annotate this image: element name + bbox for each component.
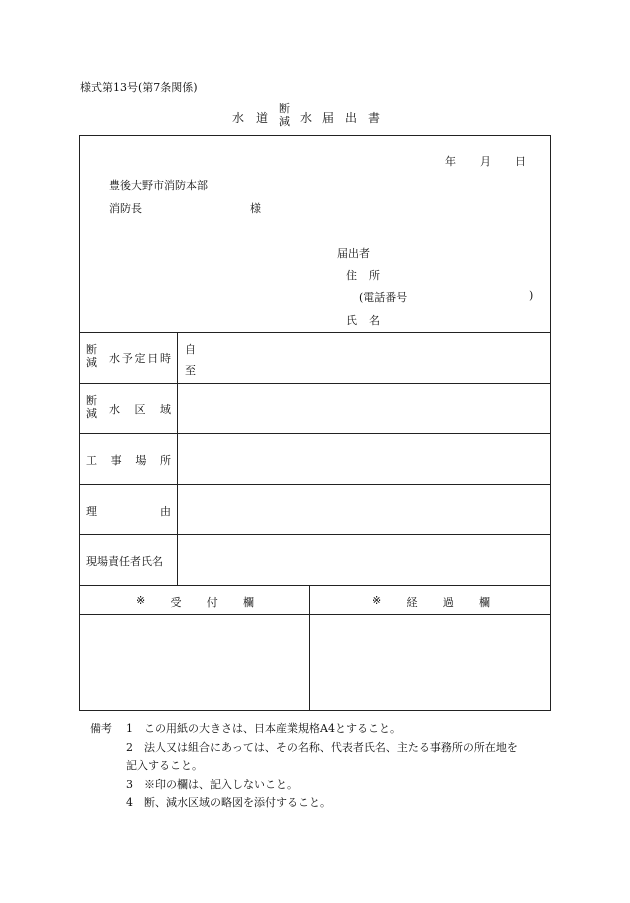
asterisk-mark: ※ (372, 594, 382, 607)
header-char: 過 (442, 596, 454, 609)
label-char: 水 (109, 352, 120, 365)
row-reason-label (86, 503, 171, 519)
remark-number: 3 (126, 778, 133, 791)
remark-text: 断、減水区域の略図を添付すること。 (144, 796, 331, 809)
stack-bottom: 減 (86, 407, 97, 420)
label-char: 時 (160, 352, 171, 365)
label-char: 工 (86, 454, 97, 467)
header-char: 付 (206, 596, 218, 609)
title-char: 届 (322, 111, 335, 125)
title-char: 出 (345, 111, 358, 125)
label-char: 水 (109, 403, 120, 416)
remark-text: 記入すること。 (126, 759, 203, 772)
row-construction-site-label (86, 452, 171, 468)
header-char: 受 (170, 596, 182, 609)
form-number-caption: 様式第13号(第7条関係) (80, 81, 198, 94)
label-char: 場 (135, 454, 147, 467)
remark-number: 4 (126, 796, 133, 809)
remark-text: 法人又は組合にあっては、その名称、代表者氏名、主たる事務所の所在地を (144, 741, 518, 754)
label-char: 区 (134, 403, 146, 416)
header-char: 欄 (478, 596, 490, 609)
title-stack-top: 断 (279, 102, 290, 115)
row2-label-stack (86, 394, 97, 420)
stack-bottom: 減 (86, 356, 97, 369)
remark-number: 2 (126, 741, 133, 754)
title-char: 道 (256, 111, 269, 125)
to-label: 至 (185, 364, 196, 377)
row-divider (80, 585, 550, 586)
date-year-label: 年 (445, 155, 456, 168)
row-divider (80, 484, 550, 485)
remark-text: ※印の欄は、記入しないこと。 (144, 778, 298, 791)
row-divider (80, 534, 550, 535)
label-column-divider (177, 332, 178, 585)
remark-text: この用紙の大きさは、日本産業規格A4とすること。 (144, 722, 401, 735)
title-stack (279, 102, 290, 128)
title-char: 書 (368, 111, 381, 125)
progress-column-header (372, 594, 490, 610)
addressee-title: 消防長 (109, 202, 142, 215)
label-char: 日 (147, 352, 159, 365)
row-divider (80, 433, 550, 434)
name-label-char: 氏 (346, 314, 357, 327)
row-divider (80, 614, 550, 615)
reception-column-header (136, 594, 254, 610)
row2-label (109, 401, 171, 417)
asterisk-mark: ※ (136, 594, 146, 607)
address-label-char: 住 (346, 269, 357, 282)
document-title (0, 101, 630, 129)
from-label: 自 (185, 343, 196, 356)
label-char: 理 (86, 505, 97, 518)
date-day-label: 日 (515, 155, 526, 168)
phone-number-label: (電話番号 (359, 291, 408, 304)
row-site-manager-label: 現場責任者氏名 (86, 555, 163, 568)
title-char: 水 (300, 111, 313, 125)
applicant-label: 届出者 (337, 247, 370, 260)
stack-top: 断 (86, 343, 97, 356)
label-char: 域 (160, 403, 171, 416)
label-char: 事 (110, 454, 122, 467)
label-char: 定 (134, 352, 146, 365)
title-stack-bottom: 減 (279, 115, 290, 128)
title-char: 水 (232, 111, 245, 125)
remark-number: 1 (126, 722, 133, 735)
row1-label-stack (86, 343, 97, 369)
address-label-char: 所 (369, 269, 380, 282)
name-label-char: 名 (369, 314, 380, 327)
label-char: 所 (159, 454, 171, 467)
stack-top: 断 (86, 394, 97, 407)
remarks-label: 備考 (90, 722, 112, 735)
header-char: 欄 (242, 596, 254, 609)
row-divider (80, 332, 550, 333)
application-form-table (79, 135, 551, 711)
date-month-label: 月 (480, 155, 491, 168)
label-char: 予 (121, 352, 133, 365)
honorific: 様 (250, 202, 261, 215)
addressee-organization: 豊後大野市消防本部 (109, 179, 208, 192)
row-divider (80, 383, 550, 384)
row1-label (109, 350, 171, 366)
phone-number-close: ) (529, 289, 534, 302)
header-char: 経 (406, 596, 418, 609)
bottom-column-divider (309, 585, 310, 710)
label-char: 由 (160, 505, 171, 518)
